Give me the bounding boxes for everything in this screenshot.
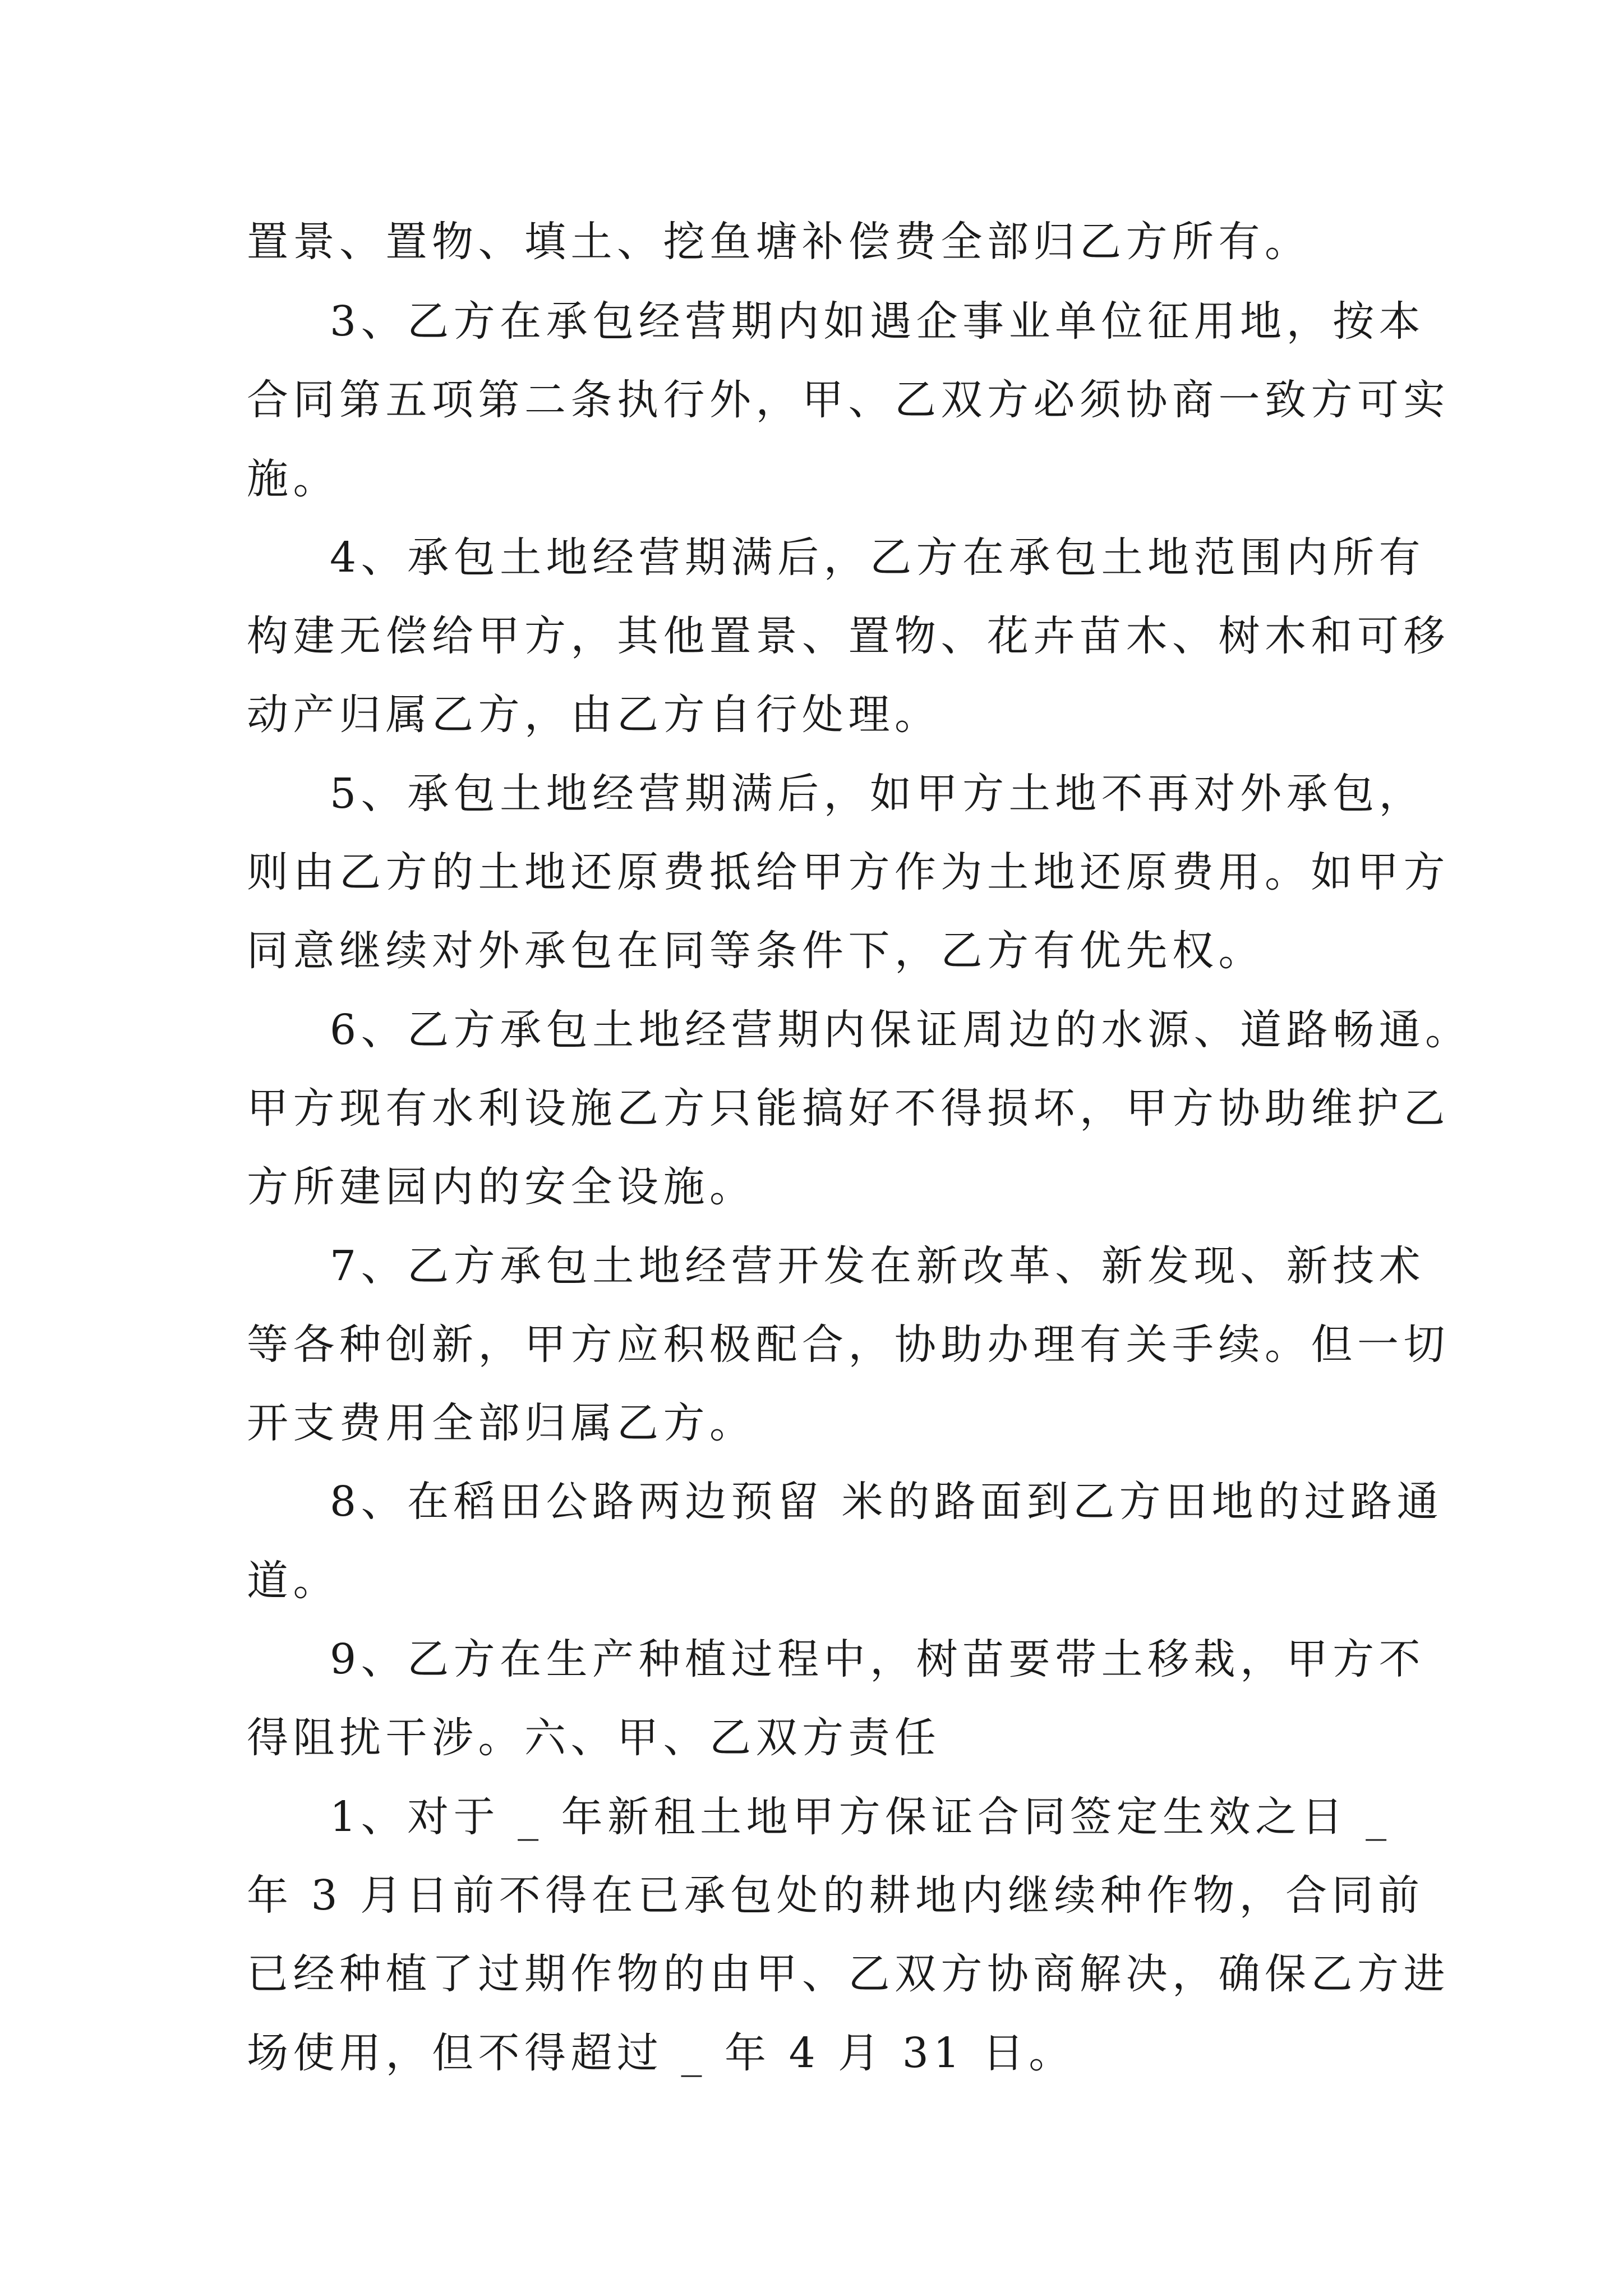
text-line: 得阻扰干涉。六、甲、乙双方责任 [247,1714,941,1762]
text-line: 7、乙方承包土地经营开发在新改革、新发现、新技术 [330,1242,1426,1290]
text-line: 4、承包土地经营期满后，乙方在承包土地范围内所有 [330,533,1426,582]
text-line: 甲方现有水利设施乙方只能搞好不得损坏，甲方协助维护乙 [247,1084,1450,1133]
text-line: 1、对于 _ 年新租土地甲方保证合同签定生效之日 _ [330,1793,1391,1841]
text-line: 6、乙方承包土地经营期内保证周边的水源、道路畅通。 [330,1006,1472,1054]
text-line: 已经种植了过期作物的由甲、乙双方协商解决，确保乙方进 [247,1950,1450,1998]
text-line: 8、在稻田公路两边预留 米的路面到乙方田地的过路通 [330,1478,1444,1526]
text-line: 开支费用全部归属乙方。 [247,1399,756,1447]
text-line: 5、承包土地经营期满后，如甲方土地不再对外承包， [330,770,1426,818]
text-line: 构建无偿给甲方，其他置景、置物、花卉苗木、树木和可移 [247,612,1450,660]
text-line: 施。 [247,455,339,503]
text-line: 置景、置物、填土、挖鱼塘补偿费全部归乙方所有。 [247,218,1311,266]
text-line: 等各种创新，甲方应积极配合，协助办理有关手续。但一切 [247,1320,1450,1369]
text-line: 合同第五项第二条执行外，甲、乙双方必须协商一致方可实 [247,376,1450,424]
text-line: 动产归属乙方，由乙方自行处理。 [247,691,941,739]
text-line: 9、乙方在生产种植过程中，树苗要带土移栽，甲方不 [330,1635,1426,1683]
text-line: 同意继续对外承包在同等条件下，乙方有优先权。 [247,927,1265,975]
text-line: 3、乙方在承包经营期内如遇企事业单位征用地，按本 [330,297,1426,346]
text-line: 方所建园内的安全设施。 [247,1163,756,1211]
text-line: 则由乙方的土地还原费抵给甲方作为土地还原费用。如甲方 [247,848,1450,896]
text-line: 年 3 月日前不得在已承包处的耕地内继续种作物，合同前 [247,1871,1424,1920]
text-line: 道。 [247,1557,339,1605]
text-line: 场使用，但不得超过 _ 年 4 月 31 日。 [247,2029,1075,2077]
